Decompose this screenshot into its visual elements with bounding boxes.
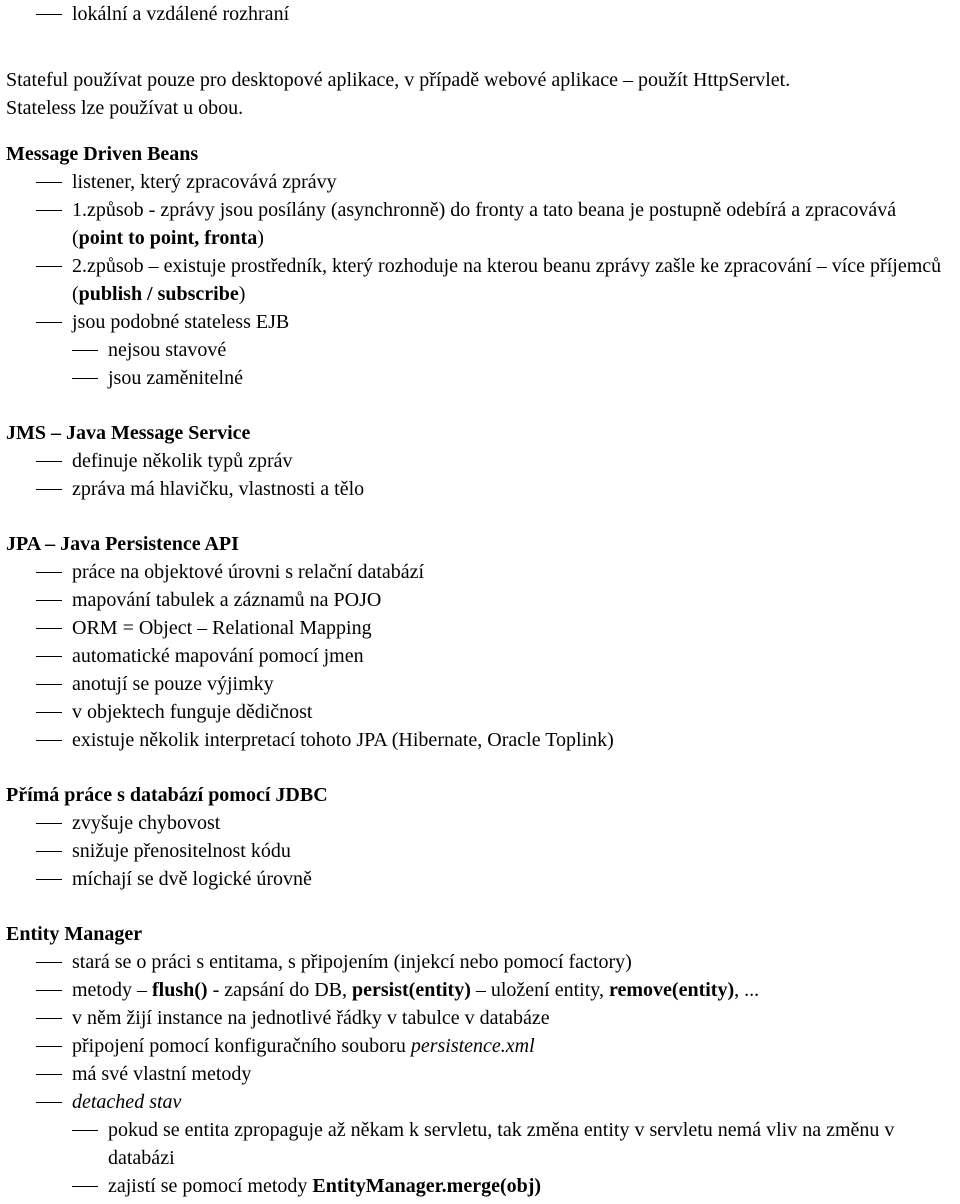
list-item: ORM = Object – Relational Mapping: [6, 614, 942, 642]
list-item: stará se o práci s entitama, s připojením (injekcí nebo pomocí factory): [6, 948, 942, 976]
list-item: listener, který zpracovává zprávy: [6, 168, 942, 196]
list-item: zvyšuje chybovost: [6, 809, 942, 837]
list-item: anotují se pouze výjimky: [6, 670, 942, 698]
list-item: v objektech funguje dědičnost: [6, 698, 942, 726]
list-item: lokální a vzdálené rozhraní: [6, 0, 942, 28]
list-item: má své vlastní metody: [6, 1060, 942, 1088]
list-item: snižuje přenositelnost kódu: [6, 837, 942, 865]
list-item: v něm žijí instance na jednotlivé řádky v tabulce v databáze: [6, 1004, 942, 1032]
list-item: míchají se dvě logické úrovně: [6, 865, 942, 893]
heading-jms: JMS – Java Message Service: [6, 422, 251, 444]
sub-list-item: pokud se entita zpropaguje až někam k servletu, tak změna entity v servletu nemá vliv na změnu v databázi: [6, 1116, 942, 1172]
list-item: připojení pomocí konfiguračního souboru persistence.xml: [6, 1032, 942, 1060]
list-item: definuje několik typů zpráv: [6, 447, 942, 475]
list-item: automatické mapování pomocí jmen: [6, 642, 942, 670]
heading-mdb: Message Driven Beans: [6, 143, 199, 165]
list-item: existuje několik interpretací tohoto JPA (Hibernate, Oracle Toplink): [6, 726, 942, 754]
list-item: mapování tabulek a záznamů na POJO: [6, 586, 942, 614]
list-item: zpráva má hlavičku, vlastnosti a tělo: [6, 475, 942, 503]
heading-jdbc: Přímá práce s databází pomocí JDBC: [6, 784, 328, 806]
sub-list-item: jsou zaměnitelné: [6, 364, 942, 392]
dash-bullet: [36, 14, 62, 15]
list-item: metody – flush() - zapsání do DB, persist(entity) – uložení entity, remove(entity), ...: [6, 976, 942, 1004]
sub-list-item: nejsou stavové: [6, 336, 942, 364]
list-item: 1.způsob - zprávy jsou posílány (asynchronně) do fronty a tato beana je postupně odebírá a zpracovává (point to point, fronta): [6, 196, 942, 252]
heading-jpa: JPA – Java Persistence API: [6, 533, 239, 555]
list-item: jsou podobné stateless EJB: [6, 308, 942, 336]
list-item: 2.způsob – existuje prostředník, který rozhoduje na kterou beanu zprávy zašle ke zpracování – více příjemců (publish / subscribe): [6, 252, 942, 308]
heading-entity-manager: Entity Manager: [6, 923, 143, 945]
sub-list-item: zajistí se pomocí metody EntityManager.merge(obj): [6, 1172, 942, 1200]
stateful-note: Stateful používat pouze pro desktopové aplikace, v případě webové aplikace – použít HttpServlet. Stateless lze používat u obou.: [6, 69, 791, 119]
list-item: práce na objektové úrovni s relační databází: [6, 558, 942, 586]
list-item: detached stav: [6, 1088, 942, 1116]
